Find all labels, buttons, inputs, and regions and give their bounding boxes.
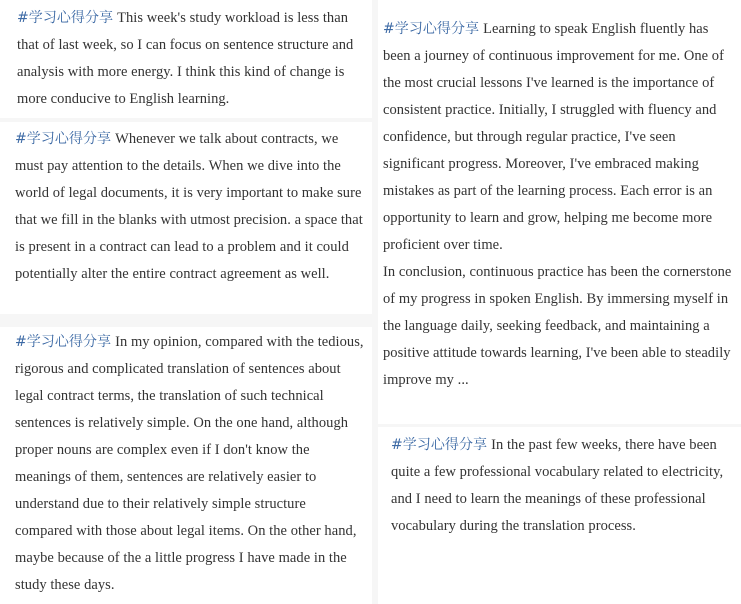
post-card[interactable] xyxy=(0,0,372,118)
post-card[interactable] xyxy=(378,427,741,604)
post-card[interactable] xyxy=(378,0,741,424)
hashtag-link[interactable]: #学习心得分享 xyxy=(15,131,112,147)
post-text: In my opinion, compared with the tedious, rigorous and complicated translation of sentences about legal contract terms, the translation of such technical sentences is relatively simple. On the one hand, although proper nouns are complex even if I don't know the meanings of them, sentences are relatively easier to understand due to their relatively simple structure compared with those about legal items. On the other hand, maybe because of the a little progress I have made in the study these days. xyxy=(15,334,364,593)
post-card[interactable] xyxy=(0,327,372,604)
hashtag-link[interactable]: #学习心得分享 xyxy=(17,10,114,26)
hashtag-link[interactable]: #学习心得分享 xyxy=(15,334,112,350)
post-text: Whenever we talk about contracts, we must pay attention to the details. When we dive into the world of legal documents, it is very important to make sure that we fill in the blanks with utmost precision. a space that is present in a contract can lead to a problem and it could potentially alter the entire contract agreement as well. xyxy=(15,131,363,282)
post-card[interactable] xyxy=(0,122,372,314)
post-text: This week's study workload is less than that of last week, so I can focus on sentence structure and analysis with more energy. I think this kind of change is more conducive to English learning. xyxy=(17,10,354,107)
post-text: Learning to speak English fluently has been a journey of continuous improvement for me. One of the most crucial lessons I've learned is the importance of consistent practice. Initially, I struggled with fluency and confidence, but through regular practice, I've seen significant progress. Moreover, I've embraced making mistakes as part of the learning process. Each error is an opportunity to learn and grow, helping me become more proficient over time. In conclusion, continuous practice has been the cornerstone of my progress in spoken English. By immersing myself in the language daily, seeking feedback, and maintaining a positive attitude towards learning, I've been able to steadily improve my ... xyxy=(383,21,732,388)
post-text: In the past few weeks, there have been quite a few professional vocabulary related to electricity, and I need to learn the meanings of these professional vocabulary during the translation process. xyxy=(391,437,724,534)
hashtag-link[interactable]: #学习心得分享 xyxy=(391,437,488,453)
hashtag-link[interactable]: #学习心得分享 xyxy=(383,21,480,37)
